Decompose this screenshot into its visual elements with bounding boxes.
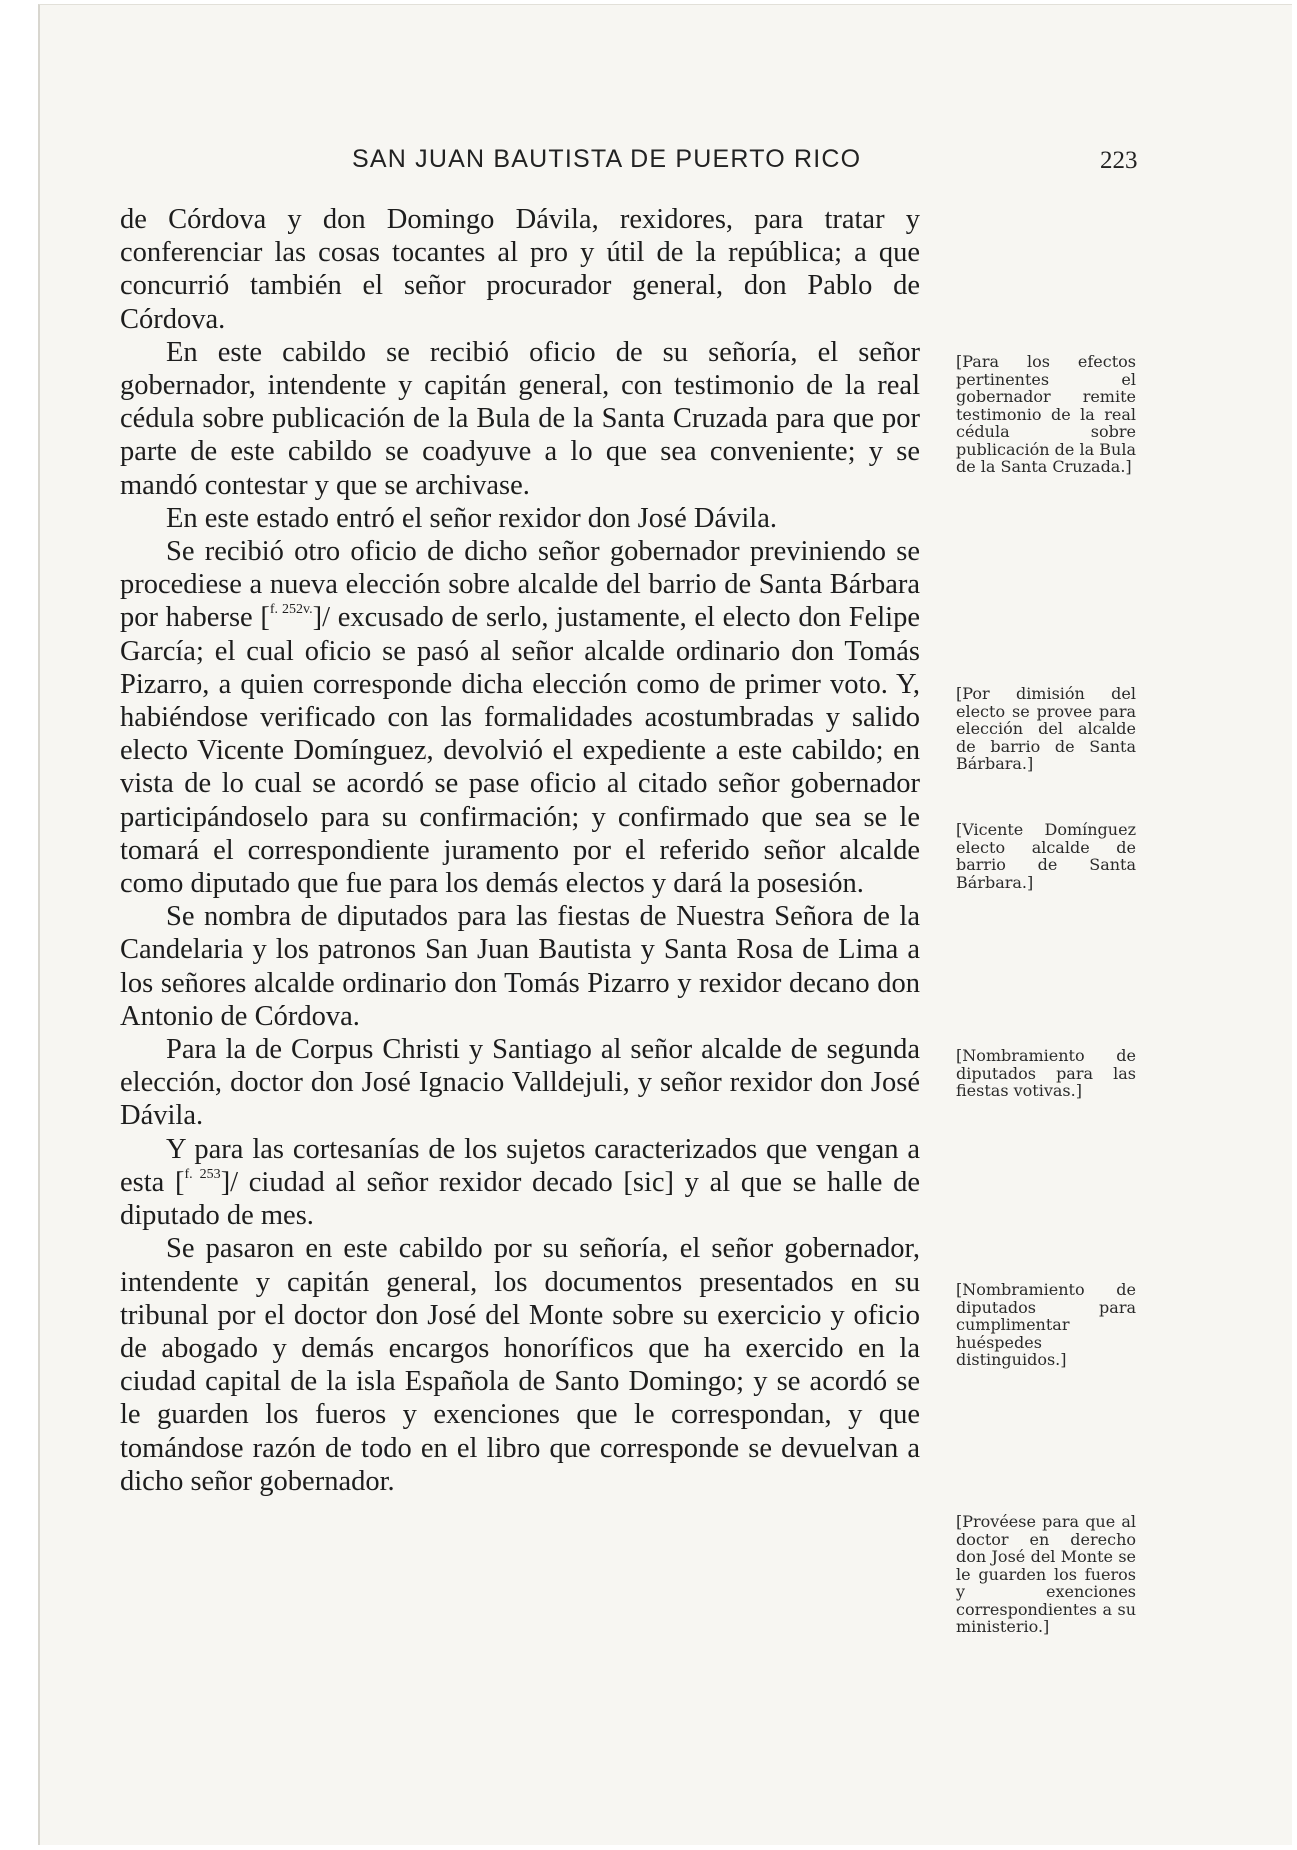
margin-note: [Provéese para que al doctor en derecho don José del Monte se le guarden los fueros y exenciones correspondientes a su ministerio.]	[956, 1512, 1136, 1636]
book-page	[38, 4, 1292, 1845]
paragraph-text: Se recibió otro oficio de dicho señor gobernador previniendo se procediese a nueva elección sobre alcalde del barrio de Santa Bárbara por haberse [	[120, 536, 920, 634]
folio-marker: f. 253	[184, 1166, 221, 1182]
paragraph: de Córdova y don Domingo Dávila, rexidores, para tratar y conferenciar las cosas tocantes al pro y útil de la república; a que concurrió también el señor procurador general, don Pablo de Córdova.	[120, 204, 920, 335]
paragraph: Se pasaron en este cabildo por su señoría, el señor gobernador, intendente y capitán general, los documentos presentados en su tribunal por el doctor don José del Monte sobre su exercicio y oficio de abogado y demás encargos honoríficos que ha exercido en la ciudad capital de la isla Española de Santo Domingo; y se acordó se le guarden los fueros y exenciones que le correspondan, y que tomándose razón de todo en el libro que corresponde se devuelvan a dicho señor gobernador.	[120, 1233, 920, 1497]
paragraph	[120, 535, 920, 900]
running-title: SAN JUAN BAUTISTA DE PUERTO RICO	[352, 145, 862, 173]
paragraph-text: ]/ ciudad al señor rexidor decado [sic] y al que se halle de diputado de mes.	[120, 1166, 920, 1232]
margin-note: [Para los efectos pertinentes el gobernador remite testimonio de la real cédula sobre publicación de la Bula de la Santa Cruzada.]	[956, 352, 1136, 476]
paragraph: Se nombra de diputados para las fiestas de Nuestra Señora de la Candelaria y los patronos San Juan Bautista y Santa Rosa de Lima a los señores alcalde ordinario don Tomás Pizarro y rexidor decano don Antonio de Córdova.	[120, 901, 920, 1032]
main-text	[120, 203, 920, 1498]
paragraph: En este cabildo se recibió oficio de su señoría, el señor gobernador, intendente y capitán general, con testimonio de la real cédula sobre publicación de la Bula de la Santa Cruzada para que por parte de este cabildo se coadyuve a lo que sea conveniente; y se mandó contestar y que se archivase.	[120, 336, 920, 501]
margin-note: [Vicente Domínguez electo alcalde de barrio de Santa Bárbara.]	[956, 820, 1136, 892]
folio-marker: f. 252v.	[269, 602, 313, 618]
paragraph-text: Y para las cortesanías de los sujetos caracterizados que vengan a esta [	[120, 1133, 920, 1198]
paragraph	[120, 1133, 920, 1233]
paragraph: En este estado entró el señor rexidor don José Dávila.	[166, 502, 777, 534]
margin-note: [Nombramiento de diputados para las fiestas votivas.]	[956, 1046, 1136, 1100]
margin-note: [Nombramiento de diputados para cumplimentar huéspedes distinguidos.]	[956, 1280, 1136, 1369]
paragraph: Para la de Corpus Christi y Santiago al señor alcalde de segunda elección, doctor don José Ignacio Valldejuli, y señor rexidor don José Dávila.	[120, 1034, 920, 1132]
page-number: 223	[1100, 147, 1138, 174]
margin-note: [Por dimisión del electo se provee para elección del alcalde de barrio de Santa Bárbara.]	[956, 684, 1136, 773]
paragraph-text: ]/ excusado de serlo, justamente, el electo don Felipe García; el cual oficio se pasó al señor alcalde ordinario don Tomás Pizarro, a quien corresponde dicha elección como de primer voto. Y, habiéndose verificado con las formalidades acostumbradas y salido electo Vicente Domínguez, devolvió el expediente a este cabildo; en vista de lo cual se acordó se pase oficio al citado señor gobernador participándoselo para su confirmación; y confirmado que sea se le tomará el correspondiente juramento por el referido señor alcalde como diputado que fue para los demás electos y dará la posesión.	[120, 602, 920, 900]
